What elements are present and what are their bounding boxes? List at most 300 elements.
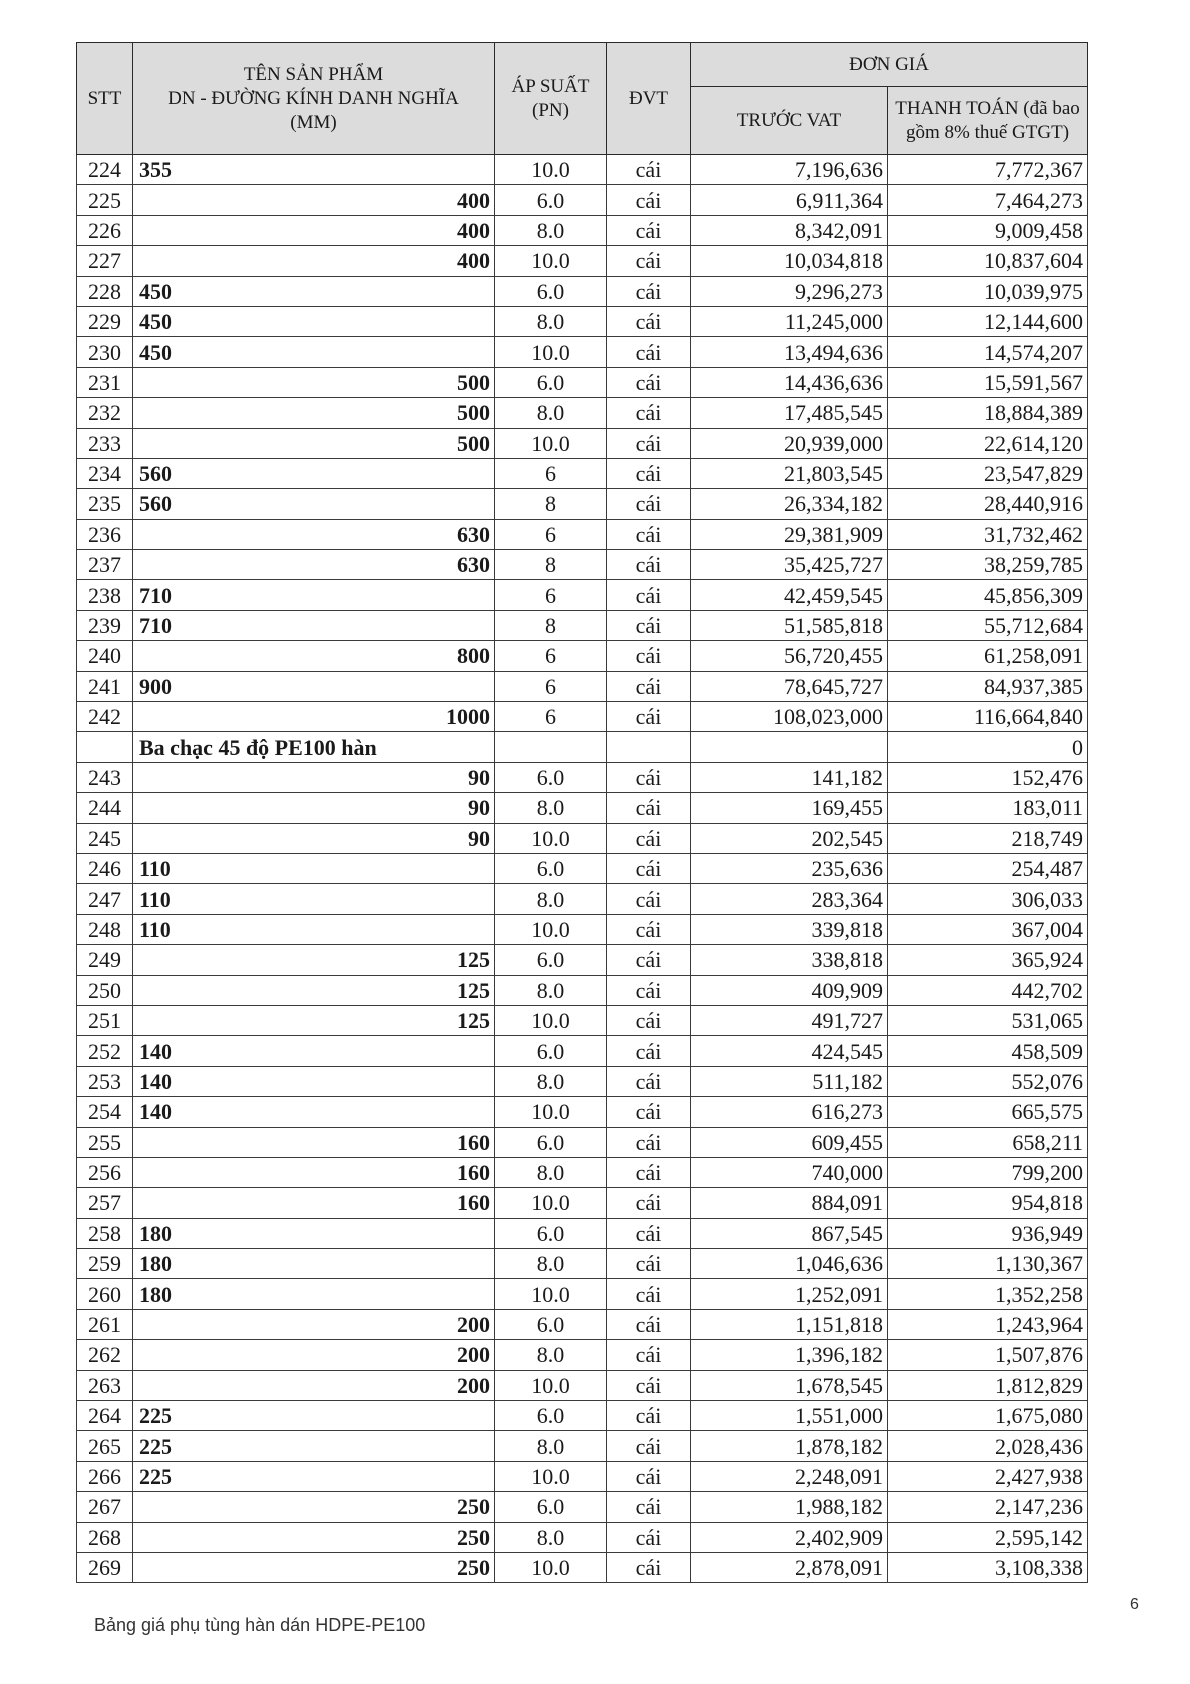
row-price-before-vat: 78,645,727	[691, 671, 888, 701]
table-row	[77, 489, 1088, 519]
row-price-before-vat: 35,425,727	[691, 550, 888, 580]
header-product-line2: DN - ĐƯỜNG KÍNH DANH NGHĨA	[168, 87, 459, 109]
table-row	[77, 306, 1088, 336]
row-stt: 239	[77, 610, 133, 640]
table-row	[77, 185, 1088, 215]
row-pressure: 6.0	[495, 185, 607, 215]
row-product-size: 225	[133, 1431, 495, 1461]
row-pressure: 6	[495, 641, 607, 671]
table-row	[77, 793, 1088, 823]
header-pressure-line2: (PN)	[532, 99, 569, 121]
row-unit: cái	[607, 945, 691, 975]
row-stt: 258	[77, 1218, 133, 1248]
table-row	[77, 1249, 1088, 1279]
table-row	[77, 1461, 1088, 1491]
row-price-before-vat: 2,248,091	[691, 1461, 888, 1491]
row-stt: 231	[77, 367, 133, 397]
row-price-before-vat: 616,273	[691, 1097, 888, 1127]
row-price-total: 2,595,142	[888, 1522, 1088, 1552]
table-row	[77, 823, 1088, 853]
row-product-size: 400	[133, 185, 495, 215]
table-row	[77, 1522, 1088, 1552]
row-stt: 235	[77, 489, 133, 519]
row-unit: cái	[607, 641, 691, 671]
row-price-before-vat: 9,296,273	[691, 276, 888, 306]
row-unit: cái	[607, 398, 691, 428]
table-row	[77, 580, 1088, 610]
row-unit: cái	[607, 1309, 691, 1339]
row-unit: cái	[607, 884, 691, 914]
table-row	[77, 1188, 1088, 1218]
row-stt: 242	[77, 702, 133, 732]
row-price-total: 31,732,462	[888, 519, 1088, 549]
table-row	[77, 337, 1088, 367]
row-price-total: 306,033	[888, 884, 1088, 914]
row-product-size: 800	[133, 641, 495, 671]
row-price-before-vat: 141,182	[691, 762, 888, 792]
row-price-total: 442,702	[888, 975, 1088, 1005]
row-price-total: 1,243,964	[888, 1309, 1088, 1339]
price-table-sheet	[76, 42, 1087, 1583]
row-unit: cái	[607, 1401, 691, 1431]
row-price-before-vat: 1,551,000	[691, 1401, 888, 1431]
row-unit: cái	[607, 671, 691, 701]
row-pressure: 8.0	[495, 1249, 607, 1279]
row-pressure: 6.0	[495, 1036, 607, 1066]
row-pressure: 8.0	[495, 793, 607, 823]
table-row	[77, 519, 1088, 549]
row-price-total: 3,108,338	[888, 1552, 1088, 1582]
row-price-before-vat: 1,988,182	[691, 1492, 888, 1522]
table-row	[77, 1097, 1088, 1127]
table-row	[77, 458, 1088, 488]
row-stt: 227	[77, 246, 133, 276]
header-pressure-line1: ÁP SUẤT	[511, 75, 590, 97]
row-product-size: 125	[133, 975, 495, 1005]
row-price-before-vat: 491,727	[691, 1005, 888, 1035]
price-table-body	[77, 155, 1088, 1583]
row-price-total: 367,004	[888, 914, 1088, 944]
row-pressure: 6.0	[495, 276, 607, 306]
row-price-before-vat: 235,636	[691, 853, 888, 883]
table-row	[77, 1401, 1088, 1431]
table-row	[77, 762, 1088, 792]
header-price-group: ĐƠN GIÁ	[691, 43, 1088, 87]
row-product-size: 1000	[133, 702, 495, 732]
row-product-size: 250	[133, 1492, 495, 1522]
row-price-total: 365,924	[888, 945, 1088, 975]
row-pressure: 8.0	[495, 306, 607, 336]
row-stt: 269	[77, 1552, 133, 1582]
row-unit: cái	[607, 1370, 691, 1400]
row-stt: 251	[77, 1005, 133, 1035]
row-price-total: 552,076	[888, 1066, 1088, 1096]
row-stt: 266	[77, 1461, 133, 1491]
row-pressure: 8.0	[495, 398, 607, 428]
row-unit: cái	[607, 519, 691, 549]
row-pressure: 6	[495, 519, 607, 549]
row-price-total: 0	[888, 732, 1088, 762]
row-price-total: 2,147,236	[888, 1492, 1088, 1522]
row-stt: 254	[77, 1097, 133, 1127]
row-product-size: 110	[133, 853, 495, 883]
row-price-total: 665,575	[888, 1097, 1088, 1127]
row-price-total: 28,440,916	[888, 489, 1088, 519]
row-pressure: 6.0	[495, 1309, 607, 1339]
row-product-size: 110	[133, 914, 495, 944]
row-stt: 263	[77, 1370, 133, 1400]
table-row	[77, 914, 1088, 944]
row-stt: 252	[77, 1036, 133, 1066]
row-pressure: 10.0	[495, 1005, 607, 1035]
row-price-total: 61,258,091	[888, 641, 1088, 671]
row-product-size: 630	[133, 550, 495, 580]
page-number: 6	[1130, 1596, 1139, 1613]
row-price-total: 1,507,876	[888, 1340, 1088, 1370]
row-pressure: 8	[495, 550, 607, 580]
row-pressure: 8.0	[495, 1340, 607, 1370]
row-price-total: 531,065	[888, 1005, 1088, 1035]
row-stt: 229	[77, 306, 133, 336]
row-price-total: 799,200	[888, 1157, 1088, 1187]
row-unit: cái	[607, 215, 691, 245]
row-pressure: 10.0	[495, 914, 607, 944]
row-unit: cái	[607, 458, 691, 488]
row-price-total: 14,574,207	[888, 337, 1088, 367]
row-price-before-vat: 10,034,818	[691, 246, 888, 276]
header-price-total: THANH TOÁN (đã bao gồm 8% thuế GTGT)	[888, 87, 1088, 155]
row-product-size: 560	[133, 489, 495, 519]
row-price-before-vat: 609,455	[691, 1127, 888, 1157]
row-product-size: 250	[133, 1522, 495, 1552]
row-stt: 241	[77, 671, 133, 701]
row-unit: cái	[607, 276, 691, 306]
row-pressure: 10.0	[495, 337, 607, 367]
row-product-size: 200	[133, 1340, 495, 1370]
row-pressure: 8.0	[495, 975, 607, 1005]
row-product-size: 180	[133, 1249, 495, 1279]
table-row	[77, 276, 1088, 306]
row-pressure: 8.0	[495, 215, 607, 245]
row-price-total: 9,009,458	[888, 215, 1088, 245]
row-unit: cái	[607, 1249, 691, 1279]
row-pressure: 6.0	[495, 1127, 607, 1157]
row-product-size: 225	[133, 1401, 495, 1431]
row-price-before-vat: 51,585,818	[691, 610, 888, 640]
row-product-size: 90	[133, 823, 495, 853]
row-price-before-vat: 21,803,545	[691, 458, 888, 488]
table-row	[77, 1552, 1088, 1582]
row-pressure: 10.0	[495, 1552, 607, 1582]
row-price-before-vat: 511,182	[691, 1066, 888, 1096]
row-unit: cái	[607, 1552, 691, 1582]
row-unit: cái	[607, 914, 691, 944]
table-row	[77, 975, 1088, 1005]
row-pressure: 8	[495, 610, 607, 640]
row-unit: cái	[607, 1431, 691, 1461]
row-unit: cái	[607, 823, 691, 853]
table-row	[77, 1370, 1088, 1400]
row-price-total: 7,464,273	[888, 185, 1088, 215]
row-price-total: 7,772,367	[888, 155, 1088, 185]
row-price-total: 658,211	[888, 1127, 1088, 1157]
row-price-total: 2,427,938	[888, 1461, 1088, 1491]
row-unit: cái	[607, 762, 691, 792]
row-unit: cái	[607, 1097, 691, 1127]
row-price-before-vat: 29,381,909	[691, 519, 888, 549]
row-price-before-vat: 339,818	[691, 914, 888, 944]
row-unit: cái	[607, 1522, 691, 1552]
row-price-before-vat: 1,878,182	[691, 1431, 888, 1461]
row-price-before-vat: 338,818	[691, 945, 888, 975]
row-unit: cái	[607, 1461, 691, 1491]
row-price-before-vat: 2,878,091	[691, 1552, 888, 1582]
row-price-before-vat: 1,046,636	[691, 1249, 888, 1279]
row-stt: 247	[77, 884, 133, 914]
row-stt: 243	[77, 762, 133, 792]
row-price-before-vat: 1,151,818	[691, 1309, 888, 1339]
row-pressure	[495, 732, 607, 762]
row-stt	[77, 732, 133, 762]
row-product-size: 200	[133, 1370, 495, 1400]
row-stt: 262	[77, 1340, 133, 1370]
row-price-before-vat: 13,494,636	[691, 337, 888, 367]
row-stt: 261	[77, 1309, 133, 1339]
row-product-size: 180	[133, 1218, 495, 1248]
table-row	[77, 367, 1088, 397]
row-product-size: 400	[133, 246, 495, 276]
row-unit: cái	[607, 580, 691, 610]
row-stt: 233	[77, 428, 133, 458]
row-pressure: 6.0	[495, 1401, 607, 1431]
row-stt: 253	[77, 1066, 133, 1096]
row-product-size: 90	[133, 762, 495, 792]
row-pressure: 8.0	[495, 884, 607, 914]
row-pressure: 6	[495, 671, 607, 701]
row-stt: 265	[77, 1431, 133, 1461]
row-product-size: Ba chạc 45 độ PE100 hàn	[133, 732, 495, 762]
table-row	[77, 853, 1088, 883]
table-row	[77, 1066, 1088, 1096]
row-pressure: 8.0	[495, 1431, 607, 1461]
row-unit: cái	[607, 1218, 691, 1248]
table-row	[77, 1036, 1088, 1066]
table-row	[77, 1127, 1088, 1157]
header-pressure	[495, 43, 607, 155]
row-price-before-vat: 56,720,455	[691, 641, 888, 671]
row-pressure: 10.0	[495, 1370, 607, 1400]
row-price-before-vat: 283,364	[691, 884, 888, 914]
row-price-total: 116,664,840	[888, 702, 1088, 732]
row-unit: cái	[607, 702, 691, 732]
table-row	[77, 702, 1088, 732]
row-product-size: 450	[133, 276, 495, 306]
row-pressure: 10.0	[495, 246, 607, 276]
row-price-before-vat: 884,091	[691, 1188, 888, 1218]
header-stt: STT	[77, 43, 133, 155]
row-price-total: 183,011	[888, 793, 1088, 823]
row-pressure: 10.0	[495, 1279, 607, 1309]
row-pressure: 6	[495, 702, 607, 732]
row-product-size: 900	[133, 671, 495, 701]
row-stt: 250	[77, 975, 133, 1005]
row-price-total: 254,487	[888, 853, 1088, 883]
row-stt: 259	[77, 1249, 133, 1279]
row-pressure: 10.0	[495, 1461, 607, 1491]
row-product-size: 110	[133, 884, 495, 914]
row-price-before-vat	[691, 732, 888, 762]
row-unit: cái	[607, 337, 691, 367]
row-price-total: 218,749	[888, 823, 1088, 853]
table-row	[77, 398, 1088, 428]
table-row	[77, 641, 1088, 671]
row-stt: 245	[77, 823, 133, 853]
row-price-total: 1,352,258	[888, 1279, 1088, 1309]
row-price-total: 458,509	[888, 1036, 1088, 1066]
row-unit: cái	[607, 1005, 691, 1035]
row-unit: cái	[607, 1188, 691, 1218]
table-row	[77, 246, 1088, 276]
table-row	[77, 1431, 1088, 1461]
row-unit: cái	[607, 155, 691, 185]
row-product-size: 90	[133, 793, 495, 823]
table-row	[77, 945, 1088, 975]
row-product-size: 180	[133, 1279, 495, 1309]
row-unit: cái	[607, 489, 691, 519]
row-pressure: 10.0	[495, 823, 607, 853]
header-price-before-vat: TRƯỚC VAT	[691, 87, 888, 155]
header-unit: ĐVT	[607, 43, 691, 155]
table-row	[77, 1309, 1088, 1339]
row-product-size: 630	[133, 519, 495, 549]
row-stt: 260	[77, 1279, 133, 1309]
row-price-before-vat: 424,545	[691, 1036, 888, 1066]
table-row	[77, 1492, 1088, 1522]
row-stt: 246	[77, 853, 133, 883]
row-price-before-vat: 867,545	[691, 1218, 888, 1248]
row-price-total: 84,937,385	[888, 671, 1088, 701]
table-row	[77, 1218, 1088, 1248]
row-product-size: 160	[133, 1127, 495, 1157]
row-price-before-vat: 14,436,636	[691, 367, 888, 397]
table-row	[77, 732, 1088, 762]
row-price-before-vat: 2,402,909	[691, 1522, 888, 1552]
row-unit: cái	[607, 306, 691, 336]
row-product-size: 500	[133, 367, 495, 397]
row-price-before-vat: 202,545	[691, 823, 888, 853]
row-price-total: 23,547,829	[888, 458, 1088, 488]
row-pressure: 6	[495, 458, 607, 488]
row-unit: cái	[607, 428, 691, 458]
row-price-total: 22,614,120	[888, 428, 1088, 458]
row-product-size: 140	[133, 1036, 495, 1066]
row-pressure: 8	[495, 489, 607, 519]
header-product	[133, 43, 495, 155]
table-row	[77, 215, 1088, 245]
row-unit: cái	[607, 246, 691, 276]
row-unit: cái	[607, 1492, 691, 1522]
row-price-before-vat: 169,455	[691, 793, 888, 823]
row-stt: 257	[77, 1188, 133, 1218]
row-price-before-vat: 740,000	[691, 1157, 888, 1187]
row-price-before-vat: 1,678,545	[691, 1370, 888, 1400]
row-product-size: 560	[133, 458, 495, 488]
row-price-total: 12,144,600	[888, 306, 1088, 336]
table-row	[77, 1279, 1088, 1309]
row-price-before-vat: 17,485,545	[691, 398, 888, 428]
row-pressure: 10.0	[495, 1188, 607, 1218]
row-unit: cái	[607, 975, 691, 1005]
row-stt: 234	[77, 458, 133, 488]
price-table	[76, 42, 1088, 1583]
row-price-before-vat: 1,396,182	[691, 1340, 888, 1370]
row-product-size: 160	[133, 1157, 495, 1187]
row-pressure: 8.0	[495, 1066, 607, 1096]
row-price-before-vat: 7,196,636	[691, 155, 888, 185]
row-product-size: 225	[133, 1461, 495, 1491]
row-pressure: 6.0	[495, 367, 607, 397]
row-product-size: 710	[133, 610, 495, 640]
row-unit: cái	[607, 1127, 691, 1157]
row-stt: 255	[77, 1127, 133, 1157]
row-unit: cái	[607, 793, 691, 823]
footer-title: Bảng giá phụ tùng hàn dán HDPE-PE100	[94, 1615, 426, 1635]
row-price-total: 10,039,975	[888, 276, 1088, 306]
row-price-total: 1,675,080	[888, 1401, 1088, 1431]
row-product-size: 200	[133, 1309, 495, 1339]
row-pressure: 6.0	[495, 945, 607, 975]
row-stt: 228	[77, 276, 133, 306]
row-unit: cái	[607, 853, 691, 883]
row-product-size: 500	[133, 428, 495, 458]
row-pressure: 6.0	[495, 762, 607, 792]
row-price-before-vat: 11,245,000	[691, 306, 888, 336]
row-product-size: 710	[133, 580, 495, 610]
row-price-before-vat: 20,939,000	[691, 428, 888, 458]
row-product-size: 450	[133, 337, 495, 367]
row-product-size: 500	[133, 398, 495, 428]
header-product-line3: (MM)	[290, 111, 337, 133]
row-unit: cái	[607, 367, 691, 397]
row-product-size: 355	[133, 155, 495, 185]
table-row	[77, 1340, 1088, 1370]
row-unit: cái	[607, 1036, 691, 1066]
row-price-total: 954,818	[888, 1188, 1088, 1218]
row-stt: 240	[77, 641, 133, 671]
row-pressure: 8.0	[495, 1157, 607, 1187]
row-product-size: 125	[133, 1005, 495, 1035]
row-product-size: 140	[133, 1097, 495, 1127]
row-pressure: 6.0	[495, 1218, 607, 1248]
table-row	[77, 1157, 1088, 1187]
row-product-size: 140	[133, 1066, 495, 1096]
row-stt: 267	[77, 1492, 133, 1522]
row-product-size: 400	[133, 215, 495, 245]
row-unit: cái	[607, 1279, 691, 1309]
row-price-total: 1,812,829	[888, 1370, 1088, 1400]
table-row	[77, 671, 1088, 701]
row-price-total: 152,476	[888, 762, 1088, 792]
row-stt: 236	[77, 519, 133, 549]
table-row	[77, 884, 1088, 914]
row-unit: cái	[607, 1340, 691, 1370]
row-price-before-vat: 409,909	[691, 975, 888, 1005]
row-pressure: 6.0	[495, 853, 607, 883]
row-product-size: 250	[133, 1552, 495, 1582]
row-pressure: 6.0	[495, 1492, 607, 1522]
row-stt: 226	[77, 215, 133, 245]
row-pressure: 6	[495, 580, 607, 610]
